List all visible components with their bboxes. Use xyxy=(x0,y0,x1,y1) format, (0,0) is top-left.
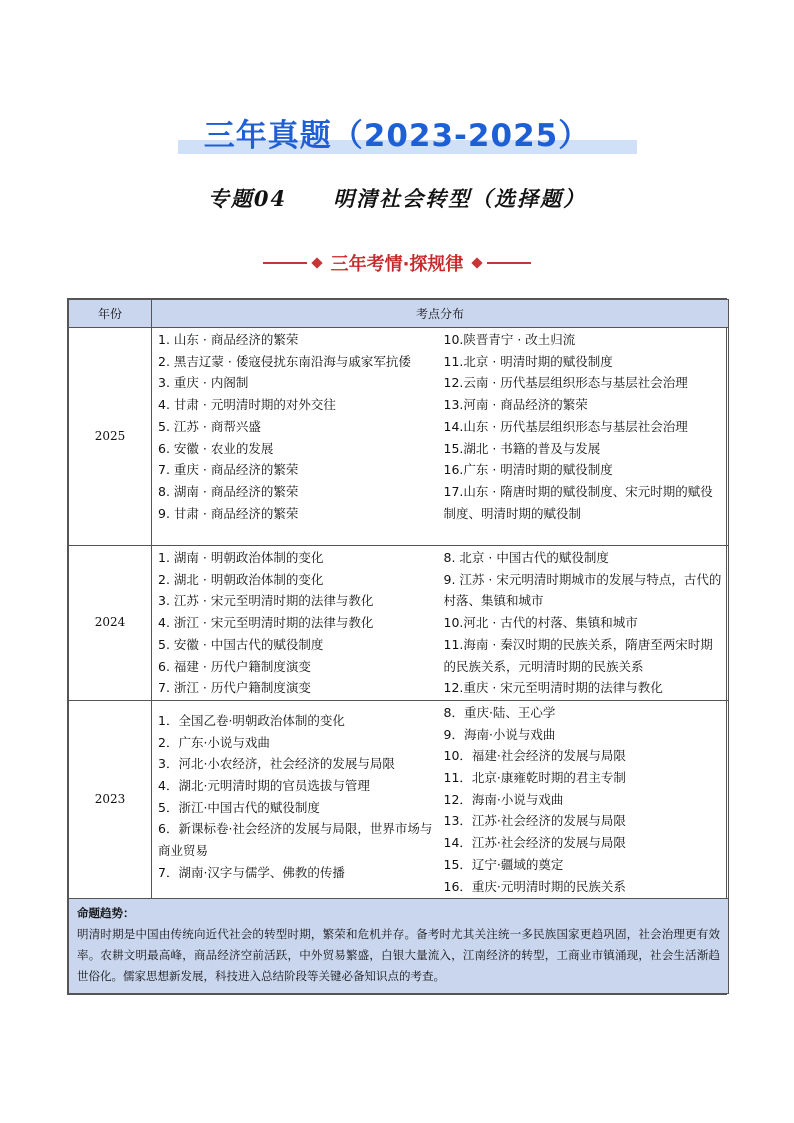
exam-points-table xyxy=(67,298,727,995)
list-item: 8. 北京 · 中国古代的赋役制度 xyxy=(443,550,609,565)
trend-text: 明清时期是中国由传统向近代社会的转型时期，繁荣和危机并存。备考时尤其关注统一多民族国家更趋巩固，社会治理更有效率。农耕文明最高峰，商品经济空前活跃，中外贸易繁盛，白银大量流入，江南经济的转型，工商业市镇涌现，社会生活渐趋世俗化。儒家思想新发展，科技进入总结阶段等关键必备知识点的考查。 xyxy=(77,927,721,984)
list-item: 1. 湖南 · 明朝政治体制的变化 xyxy=(158,550,324,565)
list-item: 1．全国乙卷·明朝政治体制的变化 xyxy=(158,712,345,728)
header-year: 年份 xyxy=(69,300,152,328)
list-item: 9．海南·小说与戏曲 xyxy=(443,726,556,742)
topics-left-column xyxy=(152,700,440,898)
trend-cell xyxy=(69,899,729,994)
list-item: 11.北京 · 明清时期的赋役制度 xyxy=(443,353,613,369)
topics-right-column xyxy=(440,700,729,898)
section-banner xyxy=(0,249,794,277)
list-item: 3. 江苏 · 宋元至明清时期的法律与教化 xyxy=(158,593,374,609)
list-item: 15.湖北 · 书籍的普及与发展 xyxy=(443,440,601,456)
list-item: 2. 黑吉辽蒙 · 倭寇侵扰东南沿海与戚家军抗倭 xyxy=(158,353,411,369)
trend-row xyxy=(69,899,729,994)
list-item: 16.广东 · 明清时期的赋役制度 xyxy=(443,462,613,478)
header-topics: 考点分布 xyxy=(152,300,729,328)
list-item: 11．北京·康雍乾时期的君主专制 xyxy=(443,770,626,786)
banner-right-line xyxy=(487,262,531,264)
list-item: 8．重庆·陆、王心学 xyxy=(443,704,556,720)
list-item: 1. 山东 · 商品经济的繁荣 xyxy=(158,332,299,347)
list-item: 4. 甘肃 · 元明清时期的对外交往 xyxy=(158,397,336,413)
list-item: 10.陕晋青宁 · 改土归流 xyxy=(443,332,576,347)
list-item: 6．新课标卷·社会经济的发展与局限，世界市场与商业贸易 xyxy=(158,821,433,859)
list-item: 9. 甘肃 · 商品经济的繁荣 xyxy=(158,505,299,521)
table-row xyxy=(69,700,729,898)
list-item: 7. 浙江 · 历代户籍制度演变 xyxy=(158,680,311,696)
page-title: 三年真题（2023-2025） xyxy=(203,118,591,154)
section-label: 三年考情·探规律 xyxy=(330,254,464,275)
banner-right-diamond-icon xyxy=(472,257,483,268)
list-item: 5. 江苏 · 商帮兴盛 xyxy=(158,418,261,434)
list-item: 12.重庆 · 宋元至明清时期的法律与教化 xyxy=(443,680,663,696)
list-item: 13．江苏·社会经济的发展与局限 xyxy=(443,813,626,829)
list-item: 15．辽宁·疆域的奠定 xyxy=(443,856,564,872)
list-item: 6. 福建 · 历代户籍制度演变 xyxy=(158,658,311,674)
list-item: 14．江苏·社会经济的发展与局限 xyxy=(443,835,626,851)
list-item: 11.海南 · 秦汉时期的民族关系，隋唐至两宋时期的民族关系，元明清时期的民族关系 xyxy=(443,636,713,674)
list-item: 6. 安徽 · 农业的发展 xyxy=(158,440,274,456)
list-item: 2. 湖北 · 明朝政治体制的变化 xyxy=(158,571,324,587)
list-item: 8. 湖南 · 商品经济的繁荣 xyxy=(158,483,299,499)
list-item: 4．湖北·元明清时期的官员选拔与管理 xyxy=(158,778,370,794)
list-item: 10.河北 · 古代的村落、集镇和城市 xyxy=(443,615,638,631)
row-year: 2024 xyxy=(69,546,152,701)
list-item: 7. 重庆 · 商品经济的繁荣 xyxy=(158,462,299,478)
list-item: 4. 浙江 · 宋元至明清时期的法律与教化 xyxy=(158,615,374,631)
trend-label: 命题趋势： xyxy=(77,906,135,921)
list-item: 13.河南 · 商品经济的繁荣 xyxy=(443,397,588,413)
list-item: 7．湖南·汉字与儒学、佛教的传播 xyxy=(158,864,345,880)
topics-right-column xyxy=(440,546,729,701)
topics-left-column xyxy=(152,546,440,701)
list-item: 5．浙江·中国古代的赋役制度 xyxy=(158,799,320,815)
topic-number: 专题04 xyxy=(207,186,288,211)
list-item: 2．广东·小说与戏曲 xyxy=(158,734,270,750)
list-item: 3. 重庆 · 内阁制 xyxy=(158,375,249,391)
row-year: 2023 xyxy=(69,700,152,898)
topic-subtitle xyxy=(0,183,794,213)
banner-left-diamond-icon xyxy=(311,257,322,268)
list-item: 12．海南·小说与戏曲 xyxy=(443,791,564,807)
list-item: 3．河北·小农经济，社会经济的发展与局限 xyxy=(158,756,395,772)
list-item: 10．福建·社会经济的发展与局限 xyxy=(443,748,626,764)
table-header-row xyxy=(69,300,729,328)
topic-name: 明清社会转型（选择题） xyxy=(333,186,587,211)
row-year: 2025 xyxy=(69,328,152,546)
list-item: 17.山东 · 隋唐时期的赋役制度、宋元时期的赋役制度、明清时期的赋役制 xyxy=(443,483,713,521)
list-item: 16．重庆·元明清时期的民族关系 xyxy=(443,878,626,894)
table-row xyxy=(69,546,729,701)
table-row xyxy=(69,328,729,546)
topics-left-column xyxy=(152,328,440,546)
list-item: 9. 江苏 · 宋元明清时期城市的发展与特点，古代的村落、集镇和城市 xyxy=(443,571,722,609)
topics-right-column xyxy=(440,328,729,546)
list-item: 14.山东 · 历代基层组织形态与基层社会治理 xyxy=(443,418,688,434)
list-item: 5. 安徽 · 中国古代的赋役制度 xyxy=(158,636,324,652)
list-item: 12.云南 · 历代基层组织形态与基层社会治理 xyxy=(443,375,688,391)
banner-left-line xyxy=(263,262,307,264)
